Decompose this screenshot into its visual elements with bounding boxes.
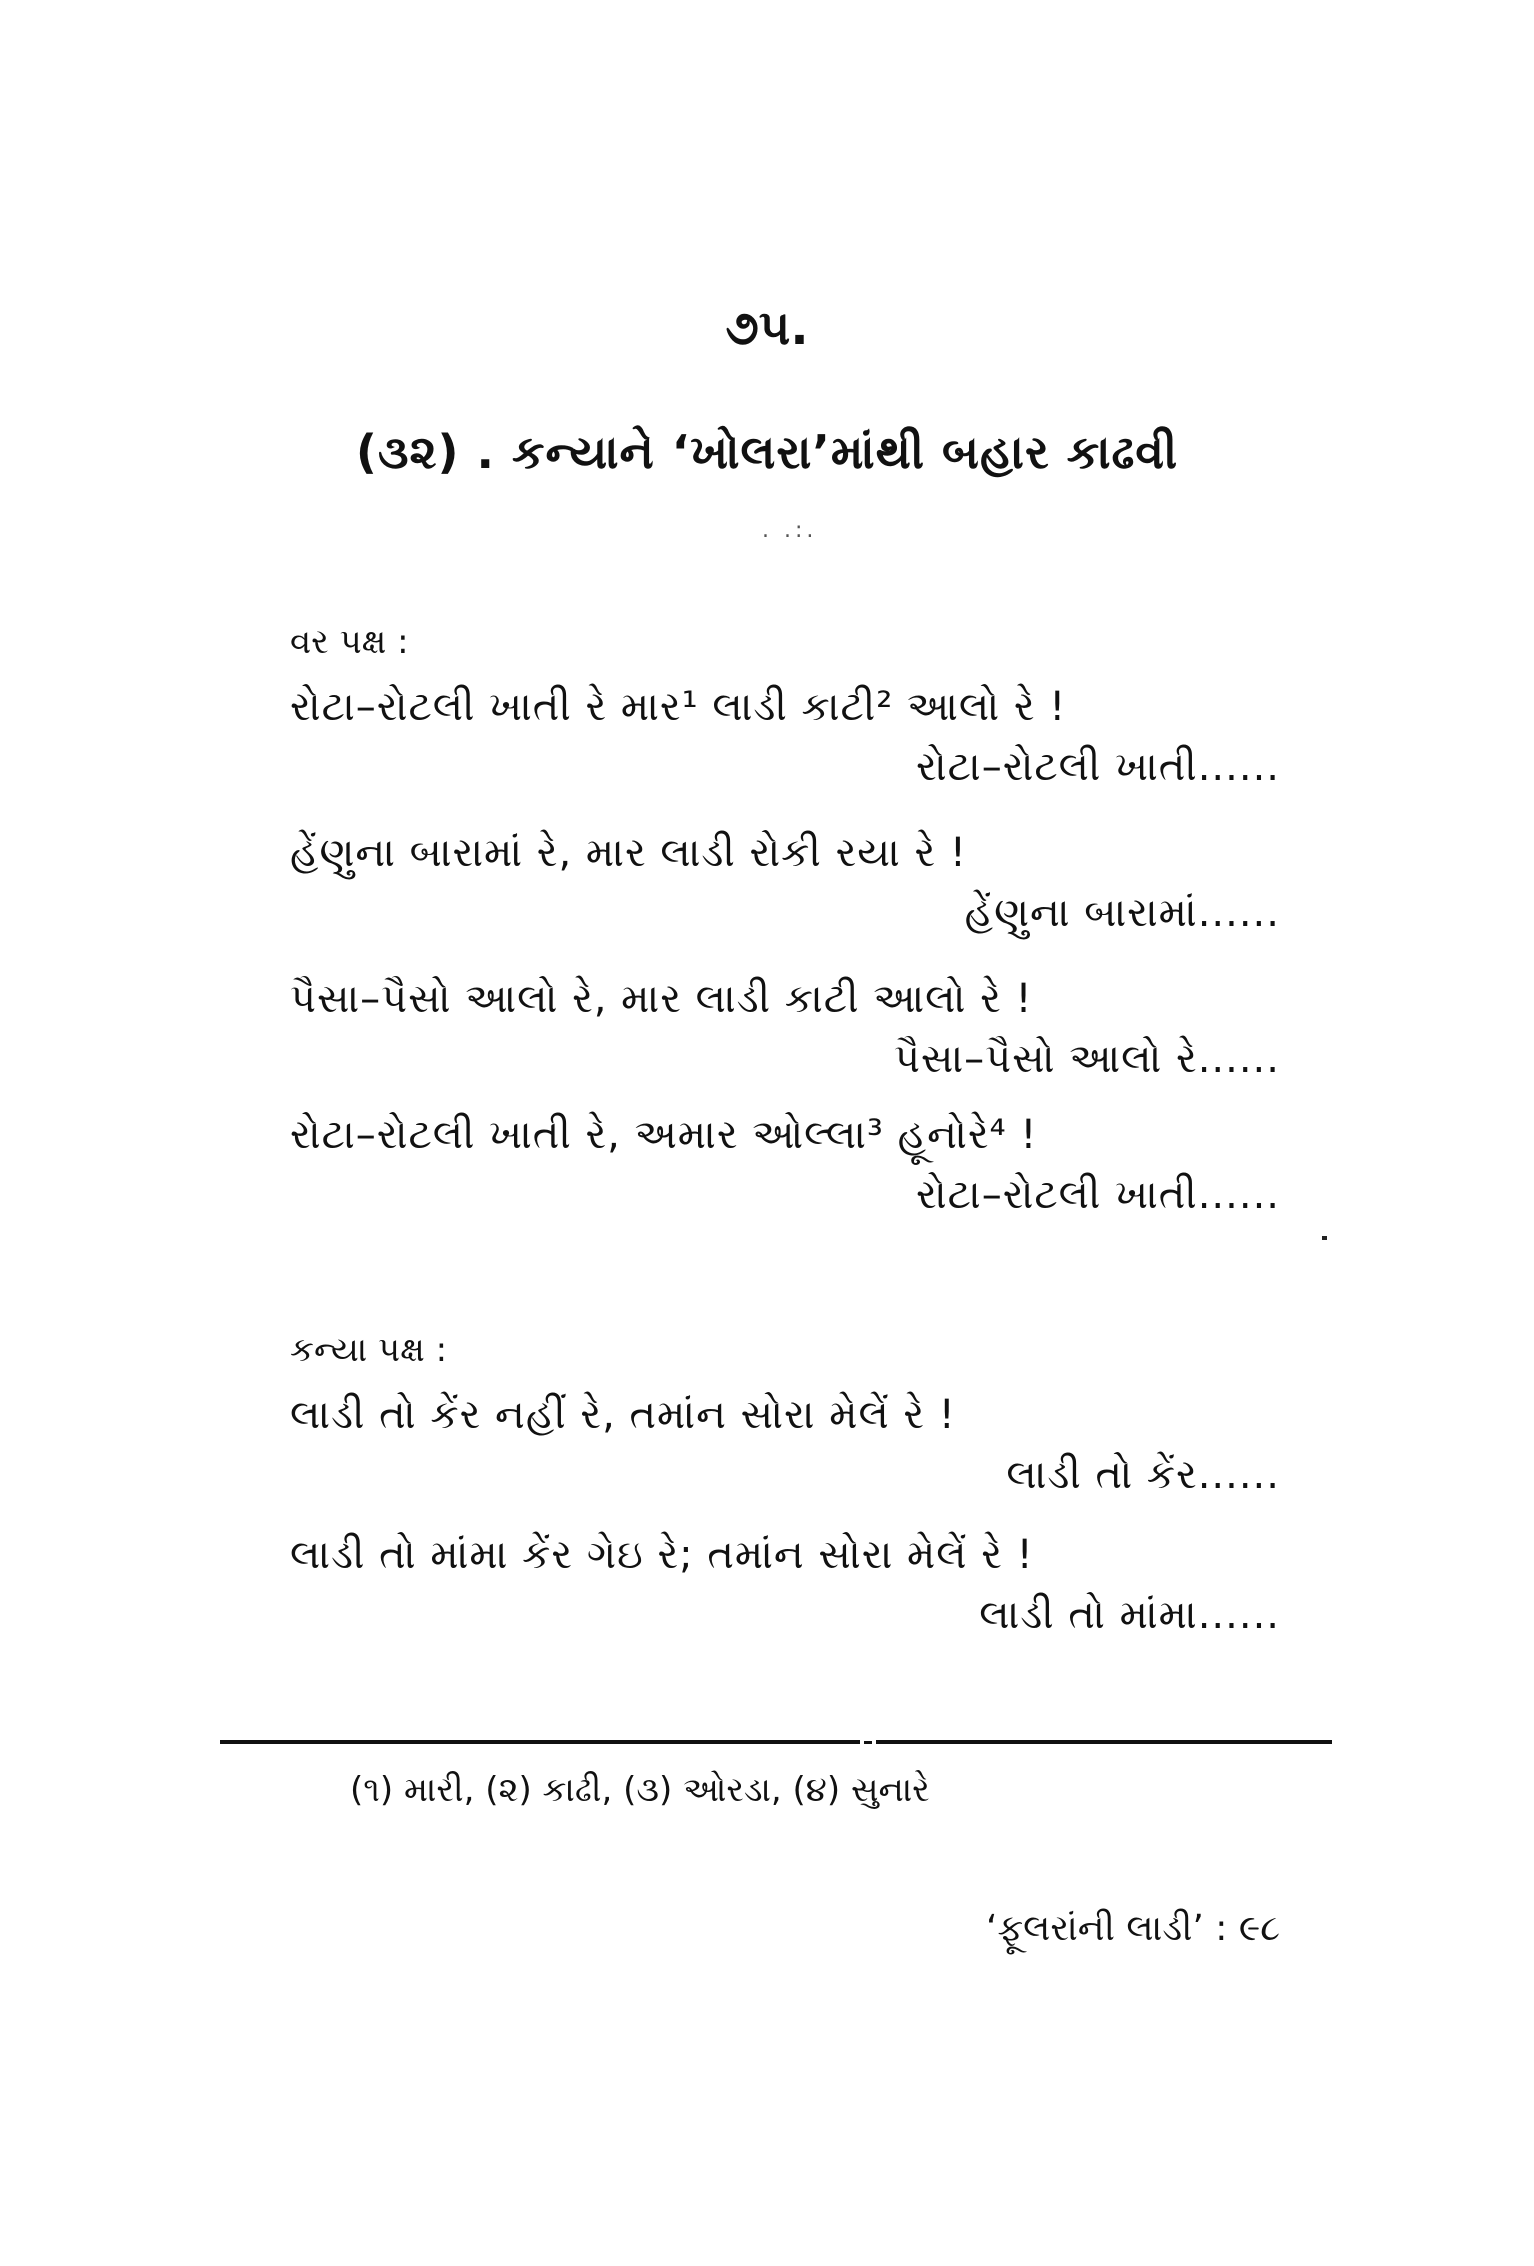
- groom-side-heading: વર પક્ષ :: [290, 622, 409, 662]
- groom-verse-2-line: હેંણુના બારામાં રે, માર લાડી રોકી રયા રે !: [290, 830, 967, 876]
- bride-side-heading: કન્યા પક્ષ :: [290, 1330, 448, 1370]
- section-title: (૩૨) . કન્યાને ‘ખોલરા’માંથી બહાર કાઢવી: [355, 425, 1179, 479]
- groom-verse-4-refrain: રોટા–રોટલી ખાતી......: [915, 1172, 1280, 1218]
- bride-verse-1-refrain: લાડી તો કેંર......: [1006, 1452, 1280, 1498]
- bride-verse-1-line: લાડી તો કેંર નહીં રે, તમાંન સોરા મેલેં રે !: [290, 1392, 956, 1438]
- footnote-rule-dash: [864, 1741, 872, 1744]
- groom-verse-1-line: રોટા–રોટલી ખાતી રે માર¹ લાડી કાટી² આલો રે !: [290, 684, 1067, 730]
- running-footer: ‘ફૂલરાંની લાડી’ : ૯૮: [985, 1908, 1280, 1949]
- footnote-rule-left: [220, 1740, 860, 1744]
- footnote-rule-right: [876, 1740, 1332, 1744]
- groom-verse-1-refrain: રોટા–રોટલી ખાતી......: [915, 744, 1280, 790]
- page-number: ૭૫.: [725, 300, 809, 356]
- groom-verse-4-line: રોટા–રોટલી ખાતી રે, અમાર ઓલ્લા³ હૂનોરે⁴ !: [290, 1112, 1038, 1158]
- bride-verse-2-line: લાડી તો માંમા કેંર ગેઇ રે; તમાંન સોરા મેલેં રે !: [290, 1532, 1034, 1578]
- bride-verse-2-refrain: લાડી તો માંમા......: [979, 1592, 1280, 1638]
- groom-verse-2-refrain: હેંણુના બારામાં......: [964, 890, 1280, 936]
- title-ornament: . .:.: [762, 518, 818, 543]
- groom-verse-3-line: પૈસા–પૈસો આલો રે, માર લાડી કાટી આલો રે !: [290, 976, 1033, 1022]
- speck-mark: [1322, 1236, 1327, 1240]
- groom-verse-3-refrain: પૈસા–પૈસો આલો રે......: [893, 1036, 1280, 1082]
- footnotes: (૧) મારી, (૨) કાઢી, (૩) ઓરડા, (૪) સુનારે: [350, 1770, 930, 1810]
